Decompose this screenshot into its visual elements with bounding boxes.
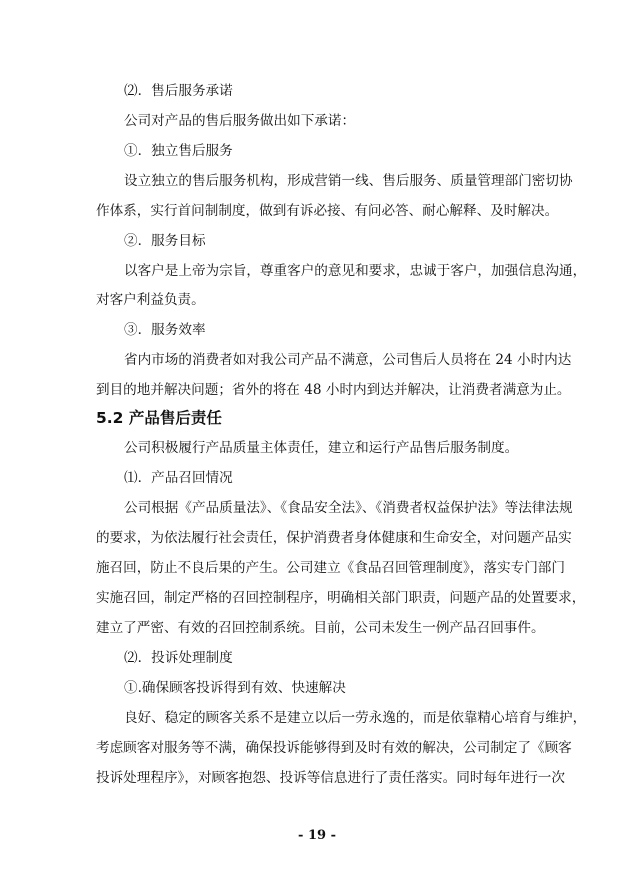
section-heading-5-2: 5.2 产品售后责任 xyxy=(96,409,222,427)
paragraph-line: 考虑顾客对服务等不满，确保投诉能够得到及时有效的解决，公司制定了《顾客 xyxy=(96,740,572,756)
paragraph-line: 实施召回，制定严格的召回控制程序，明确相关部门职责，问题产品的处置要求， xyxy=(96,590,586,606)
paragraph-line: 省内市场的消费者如对我公司产品不满意，公司售后人员将在 24 小时内达 xyxy=(124,352,572,368)
paragraph-line: 的要求，为依法履行社会责任，保护消费者身体健康和生命安全，对问题产品实 xyxy=(96,530,572,546)
page-number: - 19 - xyxy=(298,828,336,843)
sub-heading-after-sales-commitment: ⑵．售后服务承诺 xyxy=(124,83,233,99)
item-heading-service-efficiency: ③．服务效率 xyxy=(124,322,206,338)
sub-heading-complaint-handling: ⑵．投诉处理制度 xyxy=(124,650,233,666)
paragraph-line: 建立了严密、有效的召回控制系统。目前，公司未发生一例产品召回事件。 xyxy=(96,620,545,636)
paragraph-line: 设立独立的售后服务机构，形成营销一线、售后服务、质量管理部门密切协 xyxy=(124,173,573,189)
paragraph-line: 良好、稳定的顾客关系不是建立以后一劳永逸的，而是依靠精心培育与维护， xyxy=(124,710,587,726)
paragraph-line: 到目的地并解决问题；省外的将在 48 小时内到达并解决，让消费者满意为止。 xyxy=(96,382,571,398)
paragraph-line: 以客户是上帝为宗旨，尊重客户的意见和要求，忠诚于客户，加强信息沟通， xyxy=(124,263,587,279)
paragraph-line: 施召回，防止不良后果的产生。公司建立《食品召回管理制度》，落实专门部门 xyxy=(96,560,565,576)
paragraph-line: 公司根据《产品质量法》、《食品安全法》、《消费者权益保护法》等法律法规 xyxy=(124,500,573,516)
sub-heading-product-recall: ⑴．产品召回情况 xyxy=(124,470,233,486)
paragraph-line: 公司积极履行产品质量主体责任，建立和运行产品售后服务制度。 xyxy=(124,440,519,456)
paragraph-line: 投诉处理程序》，对顾客抱怨、投诉等信息进行了责任落实。同时每年进行一次 xyxy=(96,770,565,786)
paragraph-line: 公司对产品的售后服务做出如下承诺： xyxy=(124,113,356,129)
paragraph-line: 作体系，实行首问制制度，做到有诉必接、有问必答、耐心解释、及时解决。 xyxy=(96,203,559,219)
item-heading-ensure-resolution: ①.确保顾客投诉得到有效、快速解决 xyxy=(124,680,346,696)
item-heading-independent-service: ①．独立售后服务 xyxy=(124,143,233,159)
item-heading-service-goal: ②．服务目标 xyxy=(124,233,206,249)
paragraph-line: 对客户利益负责。 xyxy=(96,292,205,308)
